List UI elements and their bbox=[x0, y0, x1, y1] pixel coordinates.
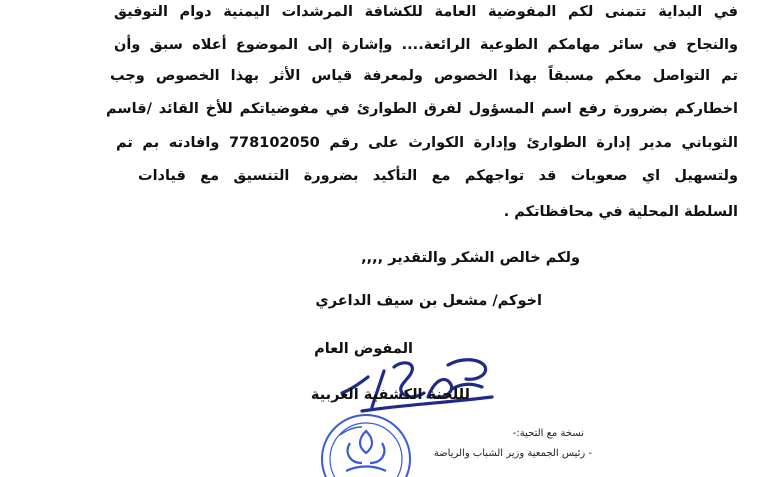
copies-list-item: - رئيس الجمعية وزير الشباب والرياضة bbox=[433, 448, 592, 459]
official-stamp bbox=[300, 405, 412, 477]
body-line-3: تم التواصل معكم مسبقاً بهذا الخصوص ولمعرفة قياس الأثر بهذا الخصوص وجب bbox=[110, 68, 738, 84]
body-line-5: الثوباني مدير إدارة الطوارئ وإدارة الكوارث على رقم 778102050 وافادته بم تم bbox=[116, 135, 738, 151]
body-line-1: في البداية تتمنى لكم المفوضية العامة للكشافة المرشدات اليمنية دوام التوفيق bbox=[114, 4, 738, 20]
body-line-6: ولتسهيل اي صعوبات قد تواجهكم مع التأكيد بضرورة التنسيق مع قيادات bbox=[138, 168, 738, 184]
signatory-name: اخوكم/ مشعل بن سيف الداعري bbox=[315, 293, 542, 309]
copies-heading: نسخة مع التحية:- bbox=[512, 428, 584, 439]
body-line-2: والنجاح في سائر مهامكم الطوعية الرائعة.... وإشارة إلى الموضوع أعلاه سبق وأن bbox=[114, 37, 738, 53]
closing-line: ولكم خالص الشكر والتقدير ,,,, bbox=[361, 250, 580, 266]
signatory-title: المفوض العام bbox=[314, 341, 413, 357]
body-line-7: السلطة المحلية في محافظاتكم . bbox=[503, 204, 738, 220]
signatory-organization: لللجنة الكشفية العربية bbox=[310, 387, 470, 403]
body-line-4: اخطاركم بضرورة رفع اسم المسؤول لفرق الطوارئ في مفوضياتكم للأخ القائد /قاسم bbox=[106, 101, 738, 117]
